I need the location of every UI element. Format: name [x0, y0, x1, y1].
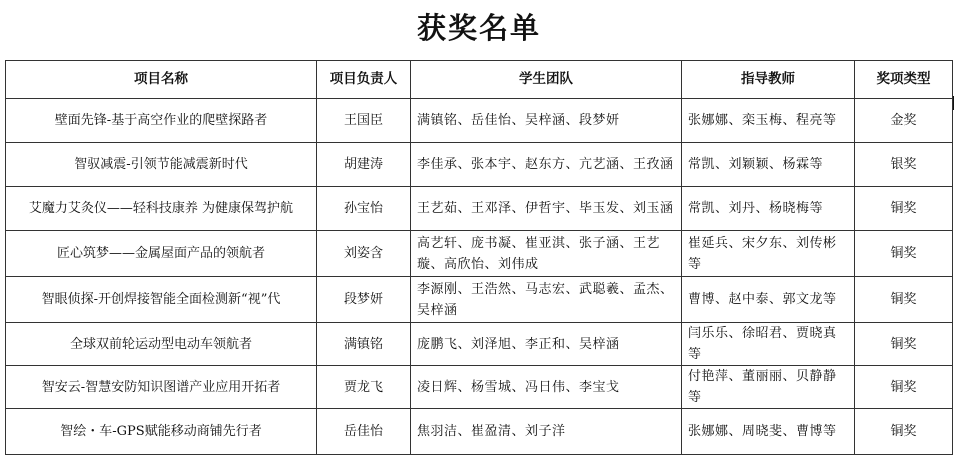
project-name-cell: 智驭减震-引领节能减震新时代 — [6, 143, 317, 187]
table-row — [6, 366, 953, 409]
award-type-cell: 铜奖 — [855, 187, 953, 231]
award-type-cell: 铜奖 — [855, 277, 953, 323]
project-name-cell: 壁面先锋-基于高空作业的爬壁探路者 — [6, 99, 317, 143]
project-name-cell: 智安云-智慧安防知识图谱产业应用开拓者 — [6, 366, 317, 409]
award-type-cell: 银奖 — [855, 143, 953, 187]
project-leader-cell: 满镇铭 — [317, 323, 411, 366]
student-team-cell: 满镇铭、岳佳怡、吴梓涵、段梦妍 — [411, 99, 682, 143]
instructors-cell: 张娜娜、周晓斐、曹博等 — [682, 409, 855, 455]
project-leader-cell: 贾龙飞 — [317, 366, 411, 409]
project-leader-cell: 岳佳怡 — [317, 409, 411, 455]
student-team-cell: 焦羽洁、崔盈清、刘子洋 — [411, 409, 682, 455]
project-leader-cell: 段梦妍 — [317, 277, 411, 323]
header-instructors: 指导教师 — [682, 61, 855, 99]
instructors-cell: 闫乐乐、徐昭君、贾晓真等 — [682, 323, 855, 366]
table-header-row — [6, 61, 953, 99]
text-cursor-mark — [953, 96, 954, 110]
student-team-cell: 庞鹏飞、刘泽旭、李正和、吴梓涵 — [411, 323, 682, 366]
project-name-cell: 匠心筑梦——金属屋面产品的领航者 — [6, 231, 317, 277]
project-leader-cell: 孙宝怡 — [317, 187, 411, 231]
student-team-cell: 凌日辉、杨雪城、冯日伟、李宝戈 — [411, 366, 682, 409]
instructors-cell: 崔延兵、宋夕东、刘传彬等 — [682, 231, 855, 277]
project-leader-cell: 王国臣 — [317, 99, 411, 143]
award-type-cell: 铜奖 — [855, 231, 953, 277]
award-type-cell: 金奖 — [855, 99, 953, 143]
student-team-cell: 李佳承、张本宇、赵东方、亢艺涵、王孜涵 — [411, 143, 682, 187]
table-row — [6, 277, 953, 323]
instructors-cell: 付艳萍、董丽丽、贝静静等 — [682, 366, 855, 409]
award-type-cell: 铜奖 — [855, 409, 953, 455]
student-team-cell: 王艺茹、王邓泽、伊哲宇、毕玉发、刘玉涵 — [411, 187, 682, 231]
instructors-cell: 曹博、赵中泰、郭文龙等 — [682, 277, 855, 323]
student-team-cell: 高艺轩、庞书凝、崔亚淇、张子涵、王艺璇、高欣怡、刘伟成 — [411, 231, 682, 277]
table-row — [6, 99, 953, 143]
project-name-cell: 智绘・车-GPS赋能移动商铺先行者 — [6, 409, 317, 455]
project-leader-cell: 胡建涛 — [317, 143, 411, 187]
table-row — [6, 409, 953, 455]
table-row — [6, 231, 953, 277]
instructors-cell: 常凯、刘颖颖、杨霖等 — [682, 143, 855, 187]
award-type-cell: 铜奖 — [855, 323, 953, 366]
header-award-type: 奖项类型 — [855, 61, 953, 99]
header-student-team: 学生团队 — [411, 61, 682, 99]
project-name-cell: 智眼侦探-开创焊接智能全面检测新“视”代 — [6, 277, 317, 323]
table-row — [6, 187, 953, 231]
table-row — [6, 323, 953, 366]
header-project-leader: 项目负责人 — [317, 61, 411, 99]
awards-table — [5, 60, 953, 455]
award-type-cell: 铜奖 — [855, 366, 953, 409]
page-title: 获奖名单 — [416, 11, 541, 45]
student-team-cell: 李源刚、王浩然、马志宏、武聪羲、孟杰、吴梓涵 — [411, 277, 682, 323]
instructors-cell: 常凯、刘丹、杨晓梅等 — [682, 187, 855, 231]
instructors-cell: 张娜娜、栾玉梅、程亮等 — [682, 99, 855, 143]
header-project-name: 项目名称 — [6, 61, 317, 99]
project-name-cell: 全球双前轮运动型电动车领航者 — [6, 323, 317, 366]
project-leader-cell: 刘姿含 — [317, 231, 411, 277]
project-name-cell: 艾魔力艾灸仪——轻科技康养 为健康保驾护航 — [6, 187, 317, 231]
table-row — [6, 143, 953, 187]
